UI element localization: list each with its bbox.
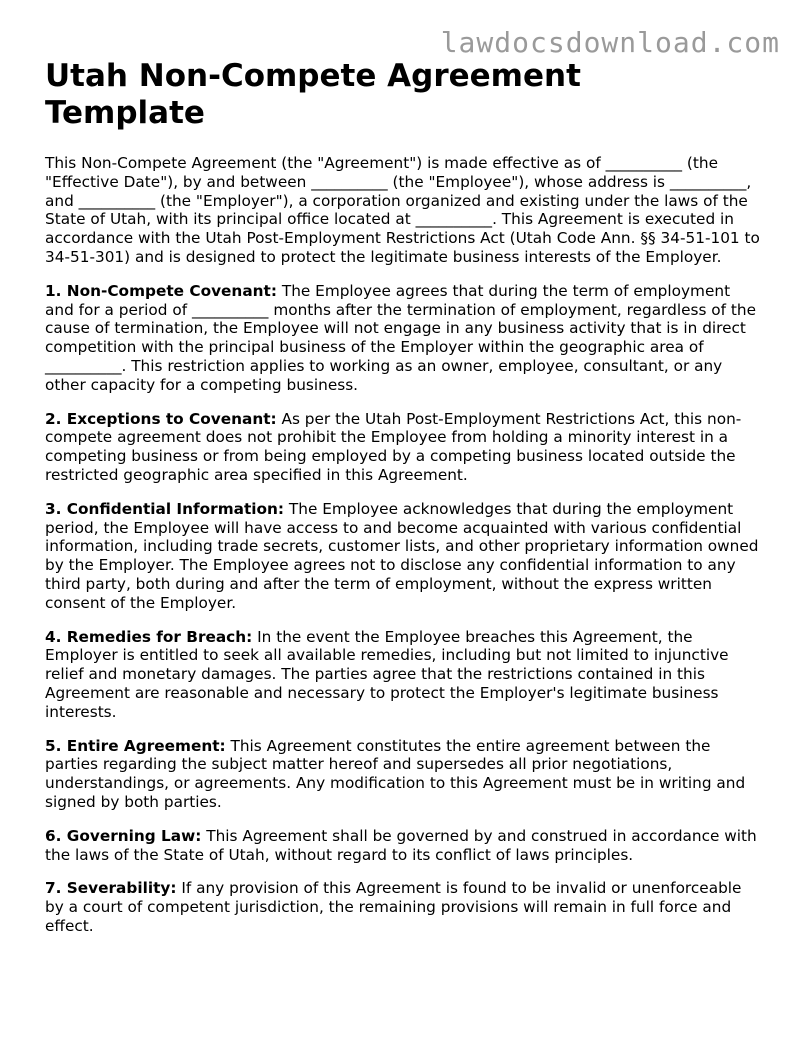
section-exceptions-to-covenant (45, 410, 763, 485)
intro-paragraph: This Non-Compete Agreement (the "Agreement") is made effective as of __________ (the "Effective Date"), by and between __________ (the "Employee"), whose address is __________, and __________ (the "Employer"), a corporation organized and existing under the laws of the State of Utah, with its principal office located at __________. This Agreement is executed in accordance with the Utah Post-Employment Restrictions Act (Utah Code Ann. §§ 34-51-101 to 34-51-301) and is designed to protect the legitimate business interests of the Employer. (45, 154, 760, 266)
section-heading: 4. Remedies for Breach: (45, 627, 253, 646)
watermark-text: lawdocsdownload.com (440, 26, 780, 59)
section-text: The Employee agrees that during the term of employment and for a period of __________ months after the termination of employment, regardless of the cause of termination, the Employee will not engage in any business activity that is in direct competition with the principal business of the Employer within the geographic area of __________. This restriction applies to working as an owner, employee, consultant, or any other capacity for a competing business. (45, 281, 756, 394)
section-text: If any provision of this Agreement is found to be invalid or unenforceable by a court of competent jurisdiction, the remaining provisions will remain in full force and effect. (45, 879, 742, 935)
section-heading: 7. Severability: (45, 879, 177, 898)
section-heading: 1. Non-Compete Covenant: (45, 281, 277, 300)
section-text: In the event the Employee breaches this Agreement, the Employer is entitled to seek all available remedies, including but not limited to injunctive relief and monetary damages. The parties agree that the restrictions contained in this Agreement are reasonable and necessary to protect the Employer's legitimate business interests. (45, 627, 729, 721)
page-title: Utah Non-Compete Agreement Template (45, 58, 581, 131)
section-text: As per the Utah Post-Employment Restrictions Act, this non-compete agreement does not prohibit the Employee from holding a minority interest in a competing business or from being employed by a competing business located outside the restricted geographic area specified in this Agreement. (45, 409, 742, 484)
section-confidential-information (45, 500, 763, 613)
document-body (45, 154, 763, 951)
section-severability (45, 879, 763, 935)
section-text: This Agreement shall be governed by and construed in accordance with the laws of the State of Utah, without regard to its conflict of laws principles. (45, 826, 757, 864)
section-text: The Employee acknowledges that during the employment period, the Employee will have access to and become acquainted with various confidential information, including trade secrets, customer lists, and other proprietary information owned by the Employer. The Employee agrees not to disclose any confidential information to any third party, both during and after the term of employment, without the express written consent of the Employer. (45, 499, 759, 612)
section-governing-law (45, 827, 763, 865)
section-non-compete-covenant (45, 282, 763, 395)
section-text: This Agreement constitutes the entire agreement between the parties regarding the subject matter hereof and supersedes all prior negotiations, understandings, or agreements. Any modification to this Agreement must be in writing and signed by both parties. (45, 736, 746, 811)
section-entire-agreement (45, 737, 763, 812)
section-remedies-for-breach (45, 628, 763, 722)
section-heading: 6. Governing Law: (45, 826, 202, 845)
section-heading: 3. Confidential Information: (45, 499, 285, 518)
section-heading: 5. Entire Agreement: (45, 736, 226, 755)
section-heading: 2. Exceptions to Covenant: (45, 409, 277, 428)
